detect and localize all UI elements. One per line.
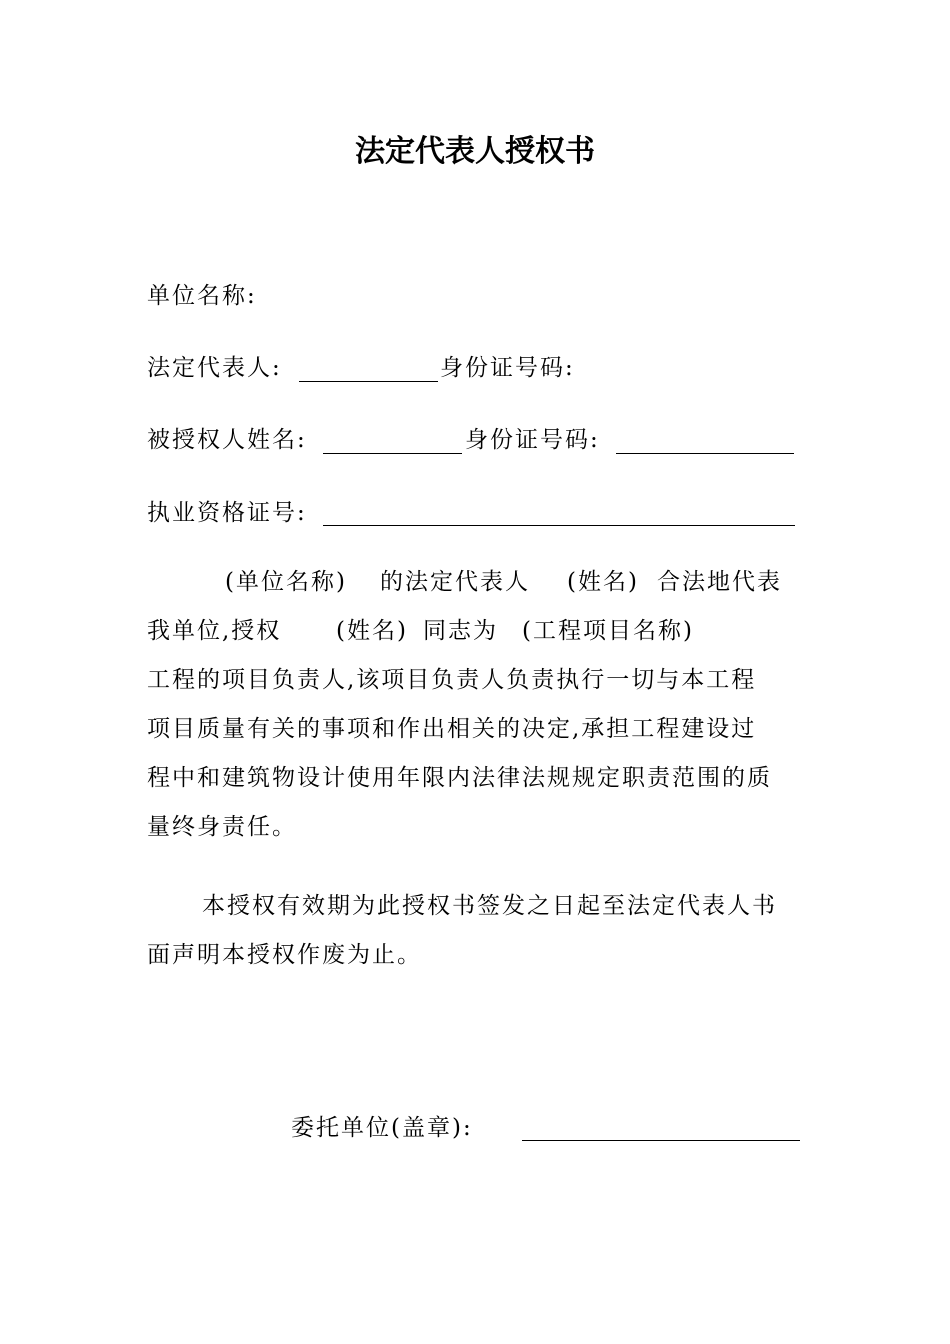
- unit-name-label: 单位名称:: [147, 283, 257, 309]
- authorized-name-blank[interactable]: [323, 453, 462, 454]
- legal-rep-blank[interactable]: [299, 381, 438, 382]
- document-title: 法定代表人授权书: [355, 134, 595, 169]
- license-blank[interactable]: [323, 525, 795, 526]
- paragraph-row: 面声明本授权作废为止。: [147, 942, 422, 968]
- signature-blank[interactable]: [522, 1140, 800, 1141]
- paragraph-row: [147, 558, 792, 607]
- id-number-blank-2[interactable]: [616, 453, 794, 454]
- authorized-name-placeholder: (姓名): [336, 618, 408, 644]
- paragraph-row: 工程的项目负责人,该项目负责人负责执行一切与本工程: [147, 667, 757, 693]
- id-number-label-1: 身份证号码:: [440, 355, 575, 381]
- license-label: 执业资格证号:: [147, 500, 307, 526]
- paragraph-row: 程中和建筑物设计使用年限内法律法规规定职责范围的质: [147, 765, 772, 791]
- paragraph-text: 合法地代表: [657, 569, 782, 595]
- paragraph-text: 的法定代表人: [380, 569, 530, 595]
- paragraph-text: 同志为: [423, 618, 498, 644]
- validity-paragraph: [147, 882, 792, 980]
- signature-label: 委托单位(盖章):: [291, 1115, 473, 1141]
- project-name-placeholder: (工程项目名称): [522, 618, 694, 644]
- authorization-paragraph: [147, 558, 792, 852]
- legal-rep-label: 法定代表人:: [147, 355, 282, 381]
- paragraph-row: 项目质量有关的事项和作出相关的决定,承担工程建设过: [147, 716, 757, 742]
- authorized-name-label: 被授权人姓名:: [147, 427, 307, 453]
- paragraph-row: 量终身责任。: [147, 814, 297, 840]
- id-number-label-2: 身份证号码:: [465, 427, 600, 453]
- paragraph-row: 本授权有效期为此授权书签发之日起至法定代表人书: [202, 893, 777, 919]
- unit-name-placeholder: (单位名称): [225, 569, 347, 595]
- legal-rep-name-placeholder: (姓名): [567, 569, 639, 595]
- paragraph-row: [147, 607, 792, 656]
- paragraph-text: 我单位,授权: [147, 618, 282, 644]
